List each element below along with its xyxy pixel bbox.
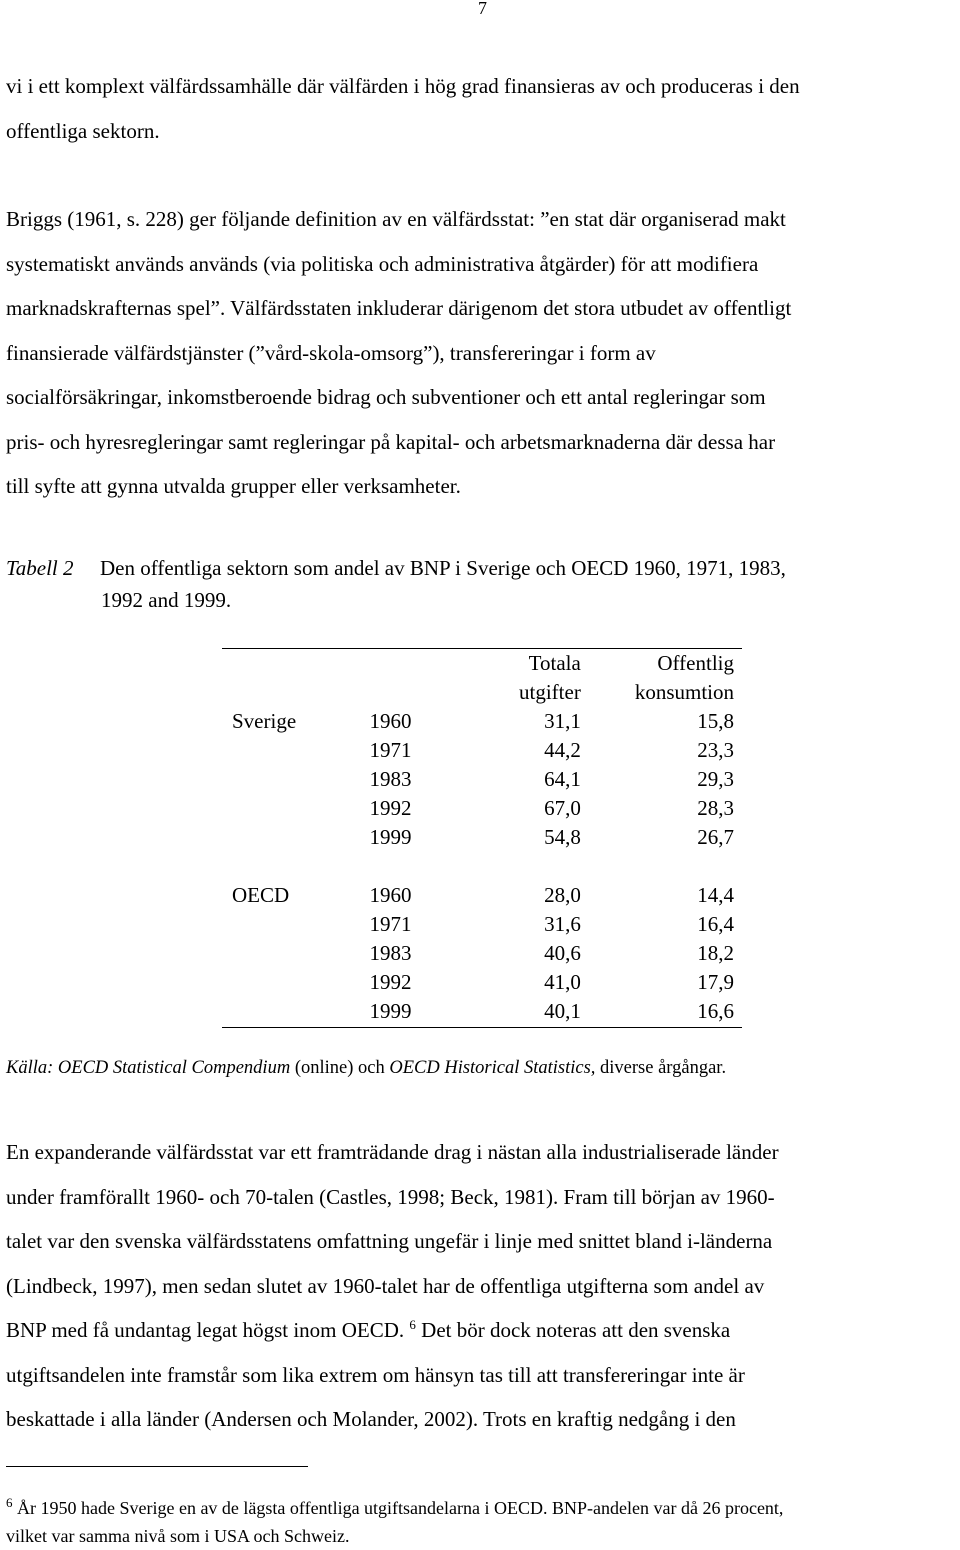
table-row [222,736,742,765]
region-cell [222,794,370,823]
total-expenditure-cell: 44,2 [544,738,581,762]
region-cell [222,765,370,794]
text-line: under framförallt 1960- och 70-talen (Castles, 1998; Beck, 1981). Fram till början av 1960- [6,1184,775,1209]
column-header: konsumtion [634,680,734,704]
total-expenditure-cell: 41,0 [544,970,581,994]
year-cell: 1971 [369,738,412,762]
region-cell [222,823,370,852]
text-line: finansierade välfärdstjänster (”vård-skola-omsorg”), transfereringar i form av [6,340,656,365]
footnote-separator [6,1466,308,1467]
public-consumption-cell: 16,4 [697,912,734,936]
table-row [222,939,742,968]
table-row [222,765,742,794]
region-cell [222,736,370,765]
table-row [222,881,742,910]
table-row [222,707,742,736]
footnote-reference[interactable]: 6 [409,1317,416,1332]
year-cell: 1992 [369,970,412,994]
definition-paragraph [6,197,956,509]
body-paragraph [6,1130,956,1442]
source-prefix: Källa: [6,1058,58,1078]
table-row [222,823,742,852]
year-cell: 1960 [369,883,412,907]
text-line: marknadskrafternas spel”. Välfärdsstaten inkluderar därigenom det stora utbudet av offentligt [6,296,792,320]
text-line: till syfte att gynna utvalda grupper eller verksamheter. [6,474,461,498]
table-caption [6,552,786,616]
public-consumption-cell: 26,7 [697,825,734,849]
footnote-number: 6 [6,1495,13,1510]
text-line: systematiskt används används (via politiska och administrativa åtgärder) för att modifiera [6,251,759,276]
footnote-text: vilket var samma nivå som i USA och Schweiz. [6,1526,350,1546]
source-text: (online) och [290,1058,390,1078]
total-expenditure-cell: 54,8 [544,825,581,849]
intro-paragraph [6,64,956,153]
region-cell: OECD [232,883,290,907]
total-expenditure-cell: 40,6 [544,941,581,965]
public-consumption-cell: 16,6 [697,999,734,1023]
data-table [222,648,742,1028]
column-header: Offentlig [657,651,734,675]
public-consumption-cell: 23,3 [697,738,734,762]
year-cell: 1999 [369,825,412,849]
public-consumption-cell: 29,3 [697,767,734,791]
column-header: Totala [528,651,581,675]
region-cell [222,968,370,997]
total-expenditure-cell: 67,0 [544,796,581,820]
source-text: diverse årgångar. [595,1058,727,1078]
table-spacer-row [222,852,742,881]
public-consumption-cell: 15,8 [697,709,734,733]
text-line: talet var den svenska välfärdsstatens omfattning ungefär i linje med snittet bland i-länderna [6,1229,773,1253]
source-title: OECD Statistical Compendium [57,1058,291,1078]
text-line: Briggs (1961, s. 228) ger följande definition av en välfärdsstat: ”en stat där organiserad makt [6,207,786,231]
text-line [6,1308,956,1353]
table-header-row [222,649,742,678]
public-consumption-cell: 17,9 [697,970,734,994]
text-line: socialförsäkringar, inkomstberoende bidrag och subventioner och ett antal regleringar som [6,385,766,409]
total-expenditure-cell: 31,1 [544,709,581,733]
text-line: beskattade i alla länder (Andersen och Molander, 2002). Trots en kraftig nedgång i den [6,1407,736,1431]
page-number: 7 [478,0,487,18]
footnote-text: År 1950 hade Sverige en av de lägsta offentliga utgiftsandelarna i OECD. BNP-andelen var då 26 procent, [12,1498,784,1518]
year-cell: 1960 [369,709,412,733]
year-cell: 1971 [369,912,412,936]
text-line: vi i ett komplext välfärdssamhälle där välfärden i hög grad finansieras av och produceras i den [6,74,800,98]
source-title: OECD Historical Statistics, [389,1058,596,1078]
caption-text: 1992 and 1999. [101,588,232,612]
table-row [222,794,742,823]
text-line: pris- och hyresregleringar samt regleringar på kapital- och arbetsmarknaderna där dessa har [6,429,776,454]
table-row [222,997,742,1026]
total-expenditure-cell: 64,1 [544,767,581,791]
table-source [6,1058,726,1079]
footnote [6,1494,956,1550]
year-cell: 1983 [369,767,412,791]
table-row [222,968,742,997]
year-cell: 1992 [369,796,412,820]
total-expenditure-cell: 31,6 [544,912,581,936]
total-expenditure-cell: 40,1 [544,999,581,1023]
text-line: (Lindbeck, 1997), men sedan slutet av 1960-talet har de offentliga utgifterna som andel av [6,1273,765,1298]
text-line: utgiftsandelen inte framstår som lika extrem om hänsyn tas till att transfereringar inte är [6,1362,745,1387]
region-cell [222,910,370,939]
table-header-row [222,678,742,707]
column-header: utgifter [519,680,581,704]
public-consumption-cell: 18,2 [697,941,734,965]
total-expenditure-cell: 28,0 [544,883,581,907]
text-segment: Det bör dock noteras att den svenska [415,1318,731,1342]
year-cell: 1999 [369,999,412,1023]
text-line: offentliga sektorn. [6,118,160,143]
table-label: Tabell 2 [6,556,74,580]
public-consumption-cell: 28,3 [697,796,734,820]
text-segment: BNP med få undantag legat högst inom OECD. [6,1318,405,1342]
text-line: En expanderande välfärdsstat var ett framträdande drag i nästan alla industrialiserade länder [6,1140,779,1164]
table-bottom-rule [222,1027,742,1028]
year-cell: 1983 [369,941,412,965]
public-consumption-cell: 14,4 [697,883,734,907]
table-row [222,910,742,939]
caption-text: Den offentliga sektorn som andel av BNP i Sverige och OECD 1960, 1971, 1983, [100,556,786,580]
region-cell [222,997,370,1026]
region-cell: Sverige [232,709,297,733]
region-cell [222,939,370,968]
